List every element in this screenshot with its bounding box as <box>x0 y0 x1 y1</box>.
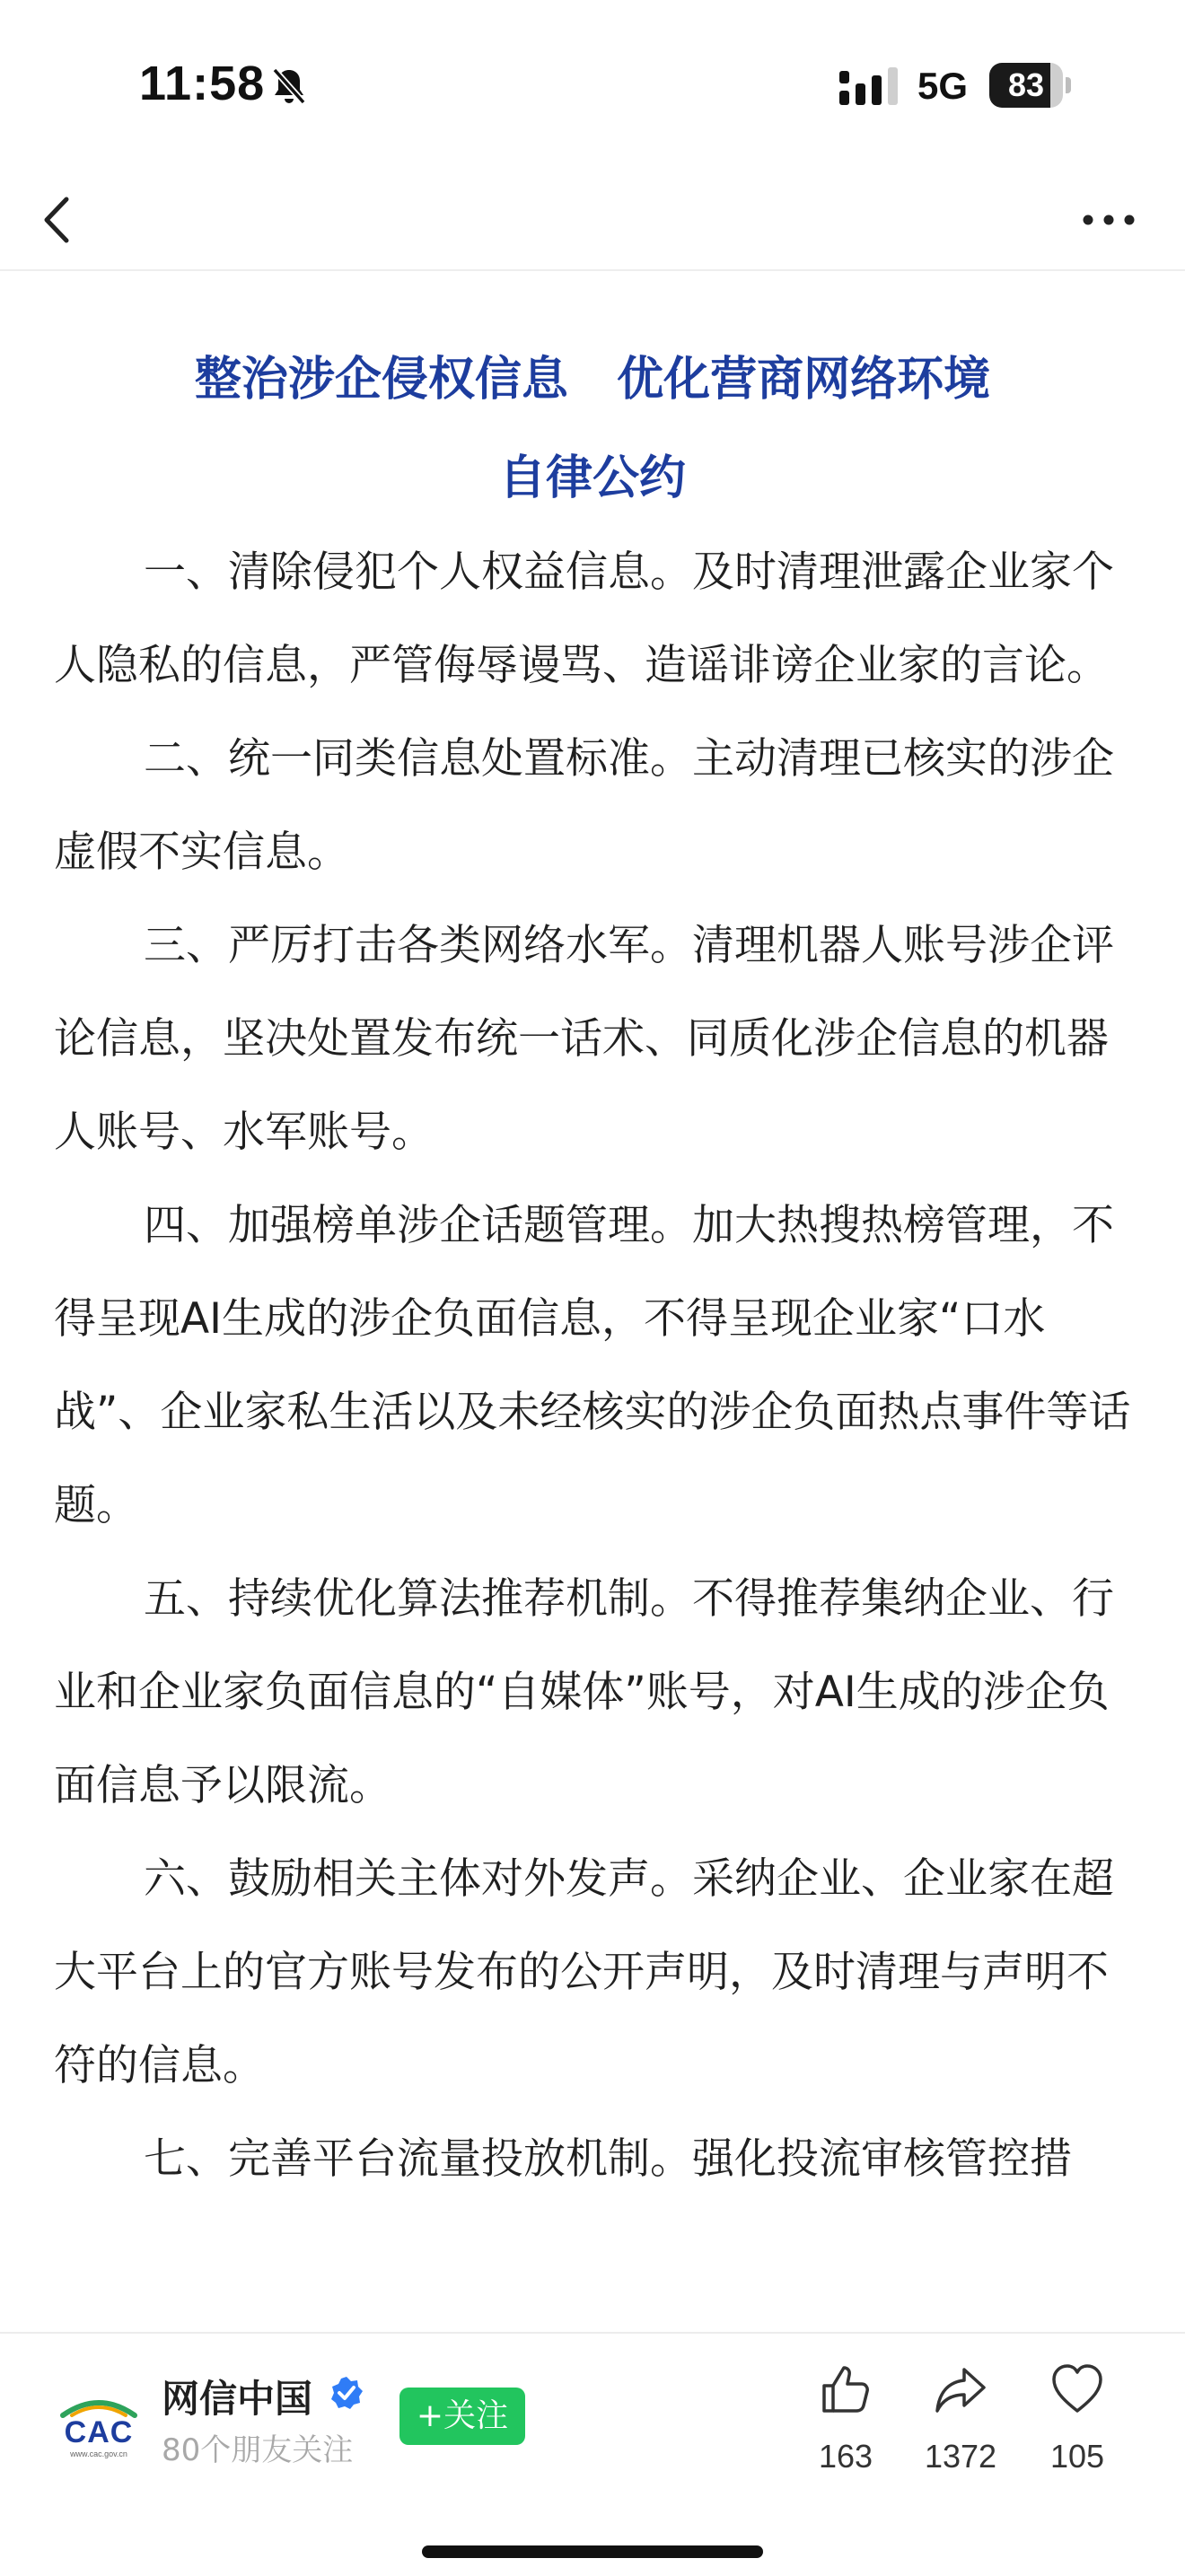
battery-level: 83 <box>1007 66 1045 103</box>
home-indicator <box>422 2545 763 2558</box>
heart-icon[interactable] <box>1049 2361 1106 2418</box>
nav-bar <box>0 171 1185 269</box>
author-name[interactable]: 网信中国 <box>162 2377 313 2421</box>
article-paragraph-3: 三、严厉打击各类网络水军。清理机器人账号涉企评论信息，坚决处置发布统一话术、同质化涉企信息的机器人账号、水军账号。 <box>54 921 1114 1157</box>
status-bar <box>0 0 1185 171</box>
like-action[interactable] <box>792 2361 900 2513</box>
status-time: 11:58 <box>139 57 266 110</box>
share-count: 1372 <box>924 2438 997 2475</box>
article-paragraph-1: 一、清除侵犯个人权益信息。及时清理泄露企业家个人隐私的信息，严管侮辱谩骂、造谣诽谤企业家的言论。 <box>54 548 1114 690</box>
article-body <box>54 526 1131 2206</box>
network-label: 5G <box>917 65 969 107</box>
title-line-2: 自律公约 <box>498 451 686 505</box>
favorite-action[interactable] <box>1023 2361 1131 2513</box>
signal-icon <box>839 67 900 107</box>
chevron-left-icon[interactable] <box>36 188 81 251</box>
title-line-1: 整治涉企侵权信息 优化营商网络环境 <box>194 353 991 407</box>
author-followers: 80个朋友关注 <box>162 2432 354 2468</box>
follow-button[interactable]: +关注 <box>399 2388 525 2445</box>
share-action[interactable] <box>907 2361 1014 2513</box>
more-dots-icon[interactable] <box>1077 197 1140 242</box>
share-arrow-icon[interactable] <box>932 2361 989 2418</box>
svg-text:www.cac.gov.cn: www.cac.gov.cn <box>70 2449 127 2458</box>
article-paragraph-5: 五、持续优化算法推荐机制。不得推荐集纳企业、行业和企业家负面信息的“自媒体”账号，对AI生成的涉企负面信息予以限流。 <box>54 1574 1114 1810</box>
article-paragraph-2: 二、统一同类信息处置标准。主动清理已核实的涉企虚假不实信息。 <box>54 734 1114 877</box>
battery-icon <box>989 63 1072 108</box>
thumbs-up-icon[interactable] <box>817 2361 874 2418</box>
bell-muted-icon <box>268 65 311 108</box>
article-paragraph-4: 四、加强榜单涉企话题管理。加大热搜热榜管理，不得呈现AI生成的涉企负面信息，不得呈现企业家“口水战”、企业家私生活以及未经核实的涉企负面热点事件等话题。 <box>54 1201 1131 1530</box>
article-title <box>54 330 1131 528</box>
like-count: 163 <box>818 2438 873 2475</box>
nav-divider <box>0 269 1185 271</box>
favorite-count: 105 <box>1049 2438 1105 2475</box>
article-paragraph-7: 七、完善平台流量投放机制。强化投流审核管控措 <box>144 2134 1072 2184</box>
svg-text:CAC: CAC <box>64 2415 134 2449</box>
bottom-bar <box>0 2332 1185 2576</box>
cac-logo-icon[interactable] <box>54 2383 144 2464</box>
article-paragraph-6: 六、鼓励相关主体对外发声。采纳企业、企业家在超大平台上的官方账号发布的公开声明，及时清理与声明不符的信息。 <box>54 1854 1114 2090</box>
verified-badge-icon <box>329 2375 364 2411</box>
